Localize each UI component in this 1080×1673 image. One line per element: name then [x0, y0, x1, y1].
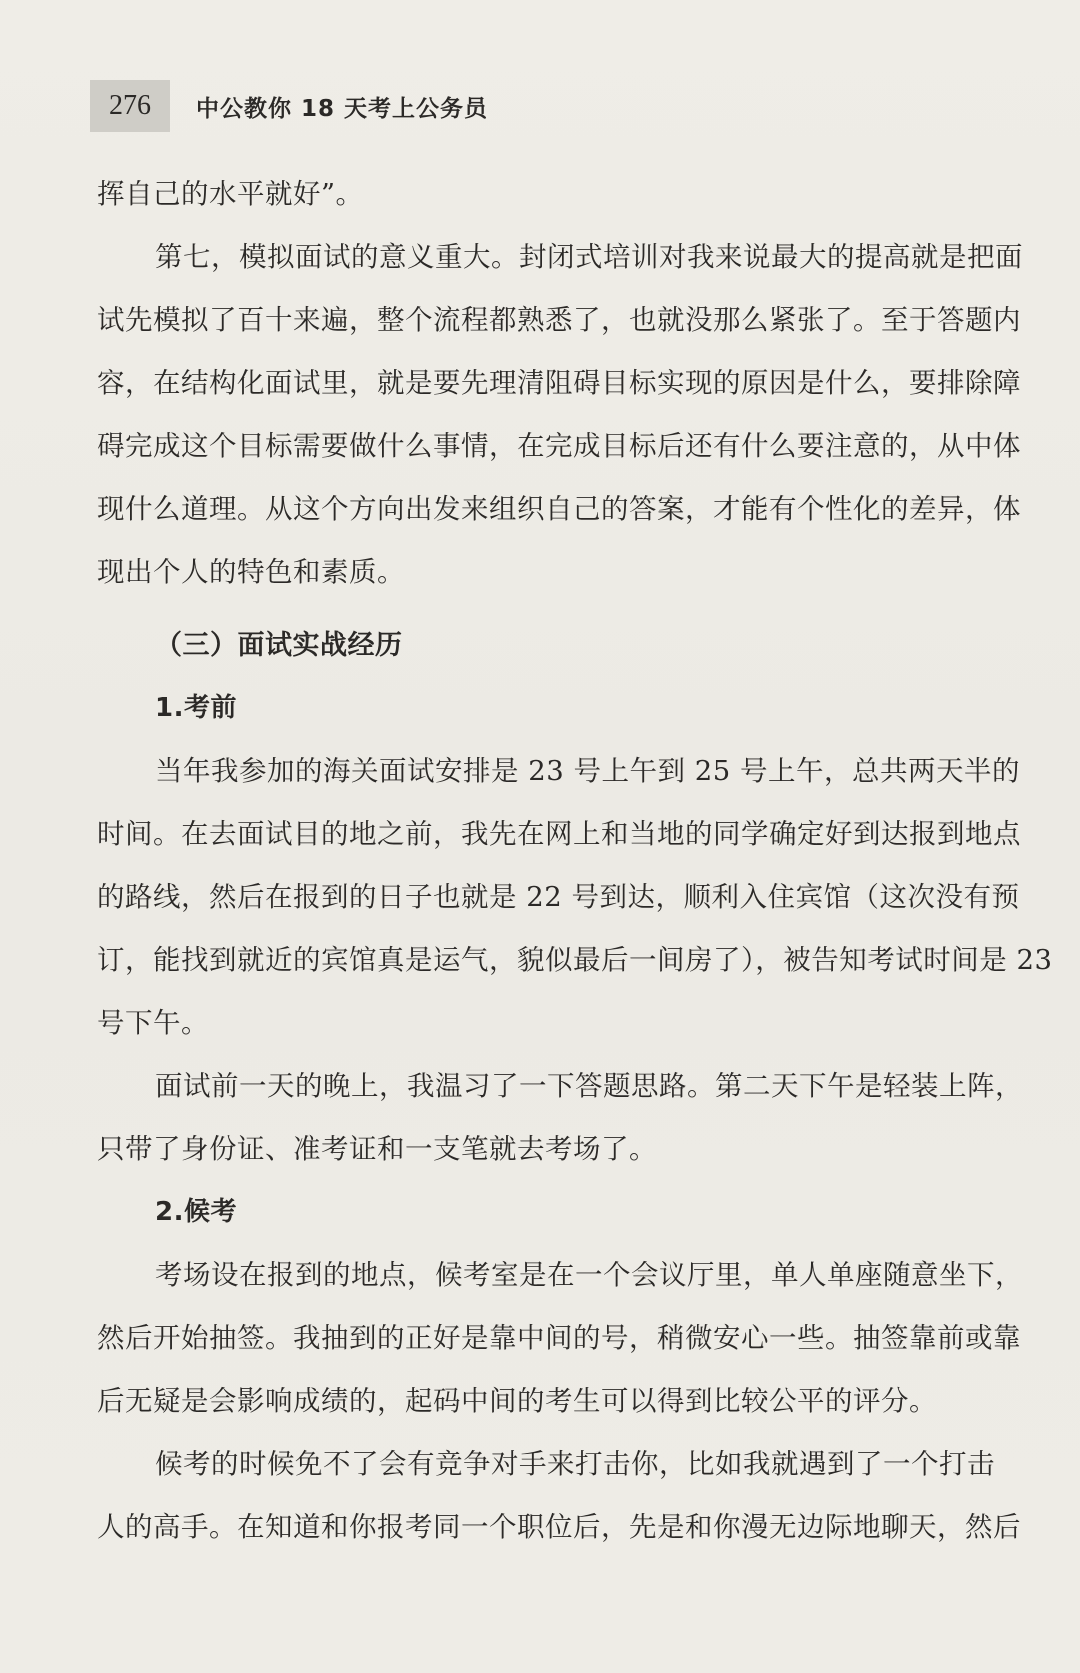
- sub-heading: 1.考前: [155, 693, 237, 723]
- text-line: 容，在结构化面试里，就是要先理清阻碍目标实现的原因是什么，要排除障: [97, 367, 1021, 399]
- page-number: 276: [90, 80, 170, 132]
- text-line: 订，能找到就近的宾馆真是运气，貌似最后一间房了），被告知考试时间是 23: [97, 944, 1053, 976]
- text-line: 时间。在去面试目的地之前，我先在网上和当地的同学确定好到达报到地点: [97, 818, 1021, 850]
- body-text: [97, 163, 1057, 1559]
- text-line: 考场设在报到的地点，候考室是在一个会议厅里，单人单座随意坐下，: [155, 1259, 1023, 1291]
- text-line: 当年我参加的海关面试安排是 23 号上午到 25 号上午，总共两天半的: [155, 755, 1020, 787]
- text-line: 的路线，然后在报到的日子也就是 22 号到达，顺利入住宾馆（这次没有预: [97, 881, 1020, 913]
- text-line: 只带了身份证、准考证和一支笔就去考场了。: [97, 1133, 657, 1165]
- text-line: 试先模拟了百十来遍，整个流程都熟悉了，也就没那么紧张了。至于答题内: [97, 304, 1021, 336]
- text-line: 第七，模拟面试的意义重大。封闭式培训对我来说最大的提高就是把面: [155, 241, 1023, 273]
- text-line: 候考的时候免不了会有竞争对手来打击你，比如我就遇到了一个打击: [155, 1448, 995, 1480]
- text-line: 然后开始抽签。我抽到的正好是靠中间的号，稍微安心一些。抽签靠前或靠: [97, 1322, 1021, 1354]
- text-line: 号下午。: [97, 1007, 209, 1039]
- text-line: 碍完成这个目标需要做什么事情，在完成目标后还有什么要注意的，从中体: [97, 430, 1021, 462]
- text-line: 后无疑是会影响成绩的，起码中间的考生可以得到比较公平的评分。: [97, 1385, 937, 1417]
- page-header: [90, 80, 488, 132]
- text-line: 人的高手。在知道和你报考同一个职位后，先是和你漫无边际地聊天，然后: [97, 1511, 1021, 1543]
- section-heading: （三）面试实战经历: [155, 630, 403, 661]
- sub-heading: 2.候考: [155, 1197, 237, 1227]
- text-line: 面试前一天的晚上，我温习了一下答题思路。第二天下午是轻装上阵，: [155, 1070, 1023, 1102]
- text-line: 现出个人的特色和素质。: [97, 556, 405, 588]
- text-line: 挥自己的水平就好”。: [97, 178, 364, 210]
- text-line: 现什么道理。从这个方向出发来组织自己的答案，才能有个性化的差异，体: [97, 493, 1021, 525]
- running-title: 中公教你 18 天考上公务员: [196, 95, 489, 122]
